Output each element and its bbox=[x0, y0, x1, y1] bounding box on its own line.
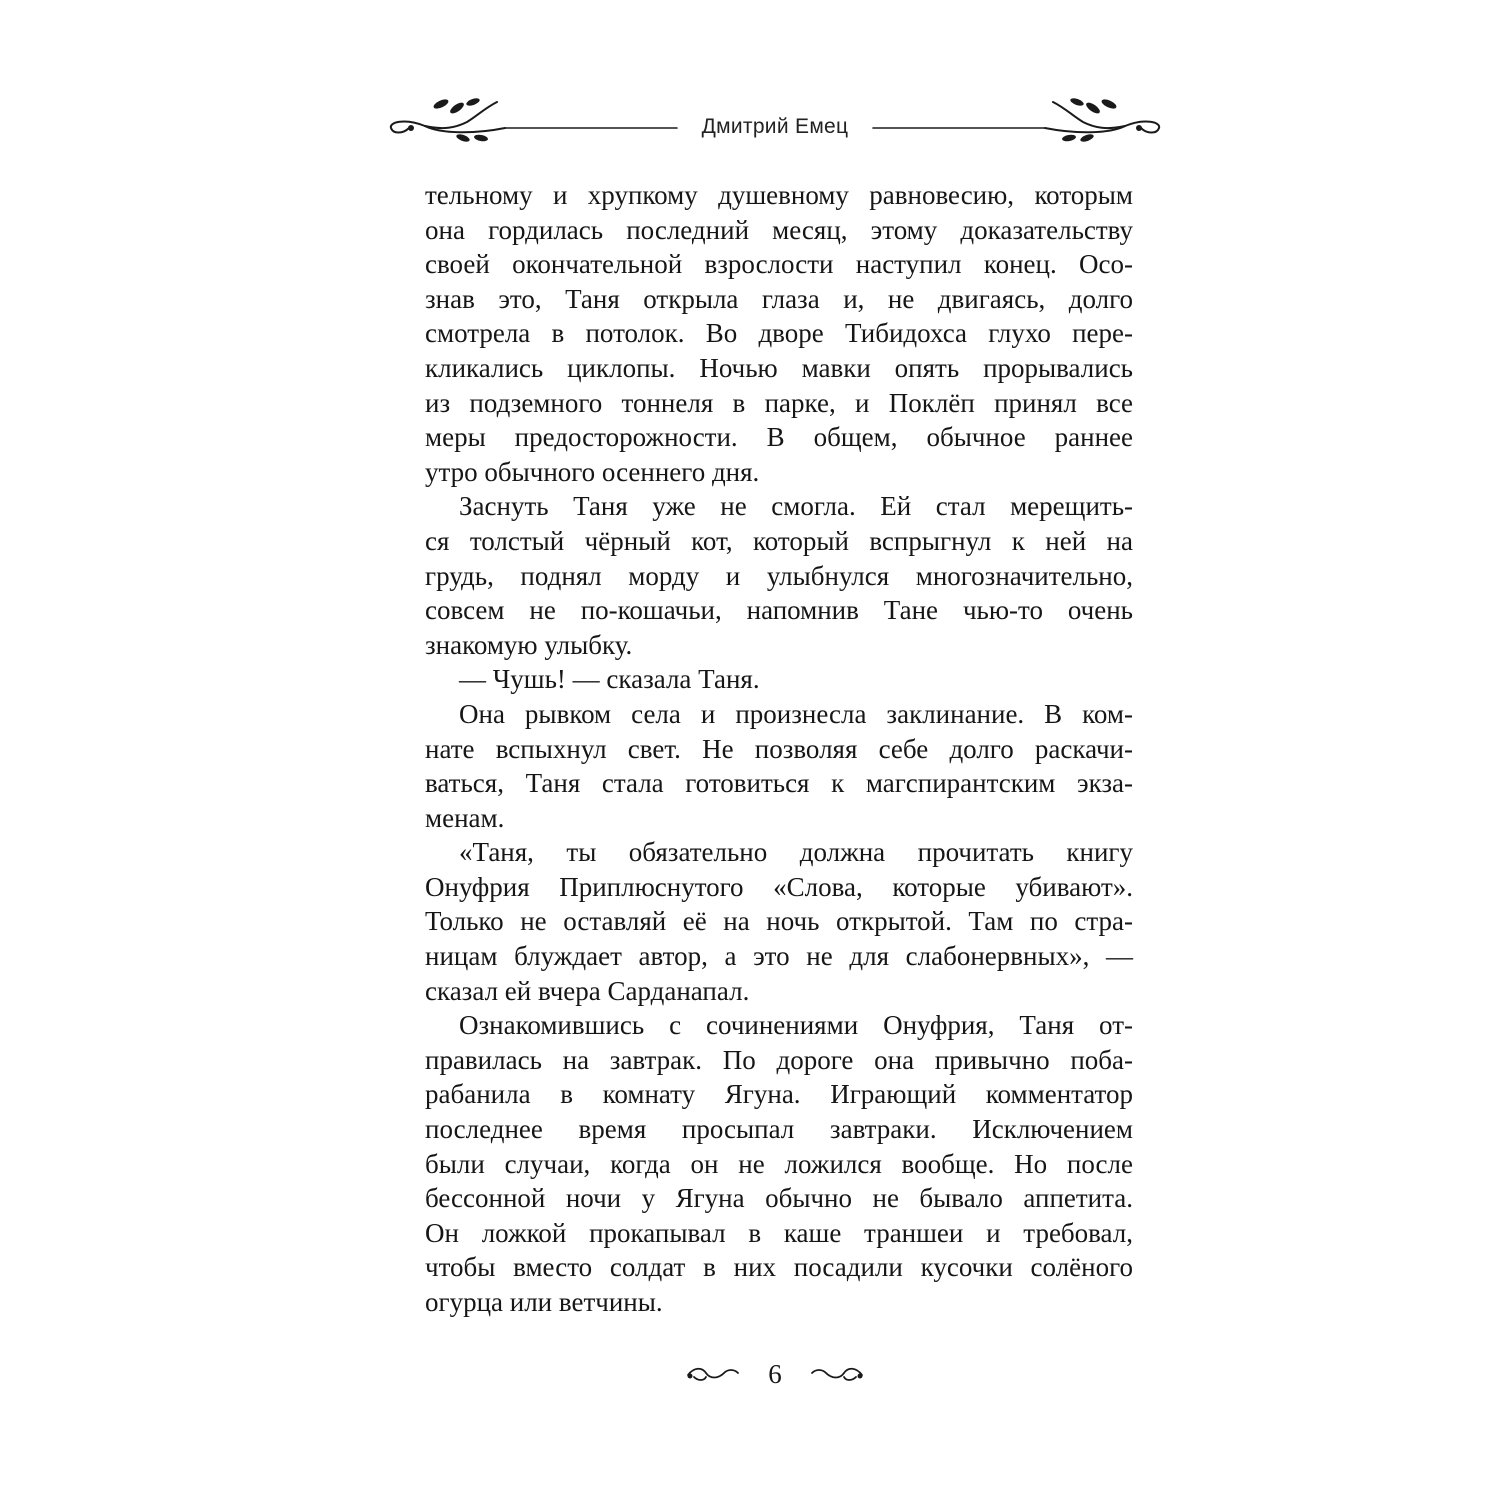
text-line: Ознакомившись с сочинениями Онуфрия, Таня от- bbox=[459, 1010, 1133, 1041]
text-line: тельному и хрупкому душевному равновесию, которым bbox=[425, 180, 1133, 210]
text-line: чтобы вместо солдат в них посадили кусочки солёного bbox=[425, 1252, 1133, 1283]
text-line: знав это, Таня открыла глаза и, не двигаясь, долго bbox=[425, 283, 1133, 314]
text-line: «Таня, ты обязательно должна прочитать книгу bbox=[459, 837, 1133, 868]
text-line: совсем не по-кошачьи, напомнив Тане чью-то очень bbox=[425, 595, 1133, 626]
page-number: 6 bbox=[768, 1359, 782, 1389]
text-line: меры предосторожности. В общем, обычное раннее bbox=[425, 422, 1133, 453]
running-head-author bbox=[385, 114, 1165, 140]
text-line: бессонной ночи у Ягуна обычно не бывало аппетита. bbox=[425, 1183, 1133, 1214]
paragraph bbox=[425, 489, 1133, 662]
text-line: огурца или ветчины. bbox=[425, 1287, 663, 1317]
text-line: Онуфрия Приплюснутого «Слова, которые убивают». bbox=[425, 871, 1133, 902]
text-line: Он ложкой прокапывал в каше траншеи и требовал, bbox=[425, 1217, 1133, 1248]
paragraph bbox=[425, 178, 1133, 489]
page-body bbox=[425, 178, 1133, 1320]
text-line: менам. bbox=[425, 802, 505, 833]
text-line: нате вспыхнул свет. Не позволяя себе долго раскачи- bbox=[425, 733, 1133, 764]
text-line: правилась на завтрак. По дороге она привычно поба- bbox=[425, 1044, 1133, 1075]
text-line: кликались циклопы. Ночью мавки опять прорывались bbox=[425, 352, 1133, 383]
paragraph bbox=[425, 697, 1133, 835]
text-line: ваться, Таня стала готовиться к магспирантским экза- bbox=[425, 768, 1133, 799]
text-line: последнее время просыпал завтраки. Исключением bbox=[425, 1114, 1133, 1145]
text-line: — Чушь! — сказала Таня. bbox=[459, 664, 760, 695]
text-line: Заснуть Таня уже не смогла. Ей стал мерещить- bbox=[459, 491, 1133, 522]
paragraph bbox=[425, 662, 1133, 697]
text-line: знакомую улыбку. bbox=[425, 629, 633, 660]
text-line: Только не оставляй её на ночь открытой. Там по стра- bbox=[425, 906, 1133, 937]
text-line: ницам блуждает автор, а это не для слабонервных», — bbox=[425, 941, 1133, 972]
text-line: были случаи, когда он не ложился вообще. Но после bbox=[425, 1148, 1133, 1179]
text-line: своей окончательной взрослости наступил конец. Осо- bbox=[425, 249, 1133, 280]
text-line: она гордилась последний месяц, этому доказательству bbox=[425, 214, 1133, 245]
author-name: Дмитрий Емец bbox=[692, 115, 859, 138]
text-line: рабанила в комнату Ягуна. Играющий комментатор bbox=[425, 1079, 1133, 1110]
text-line: Она рывком села и произнесла заклинание. В ком- bbox=[459, 698, 1133, 729]
paragraph bbox=[425, 1008, 1133, 1319]
text-line: смотрела в потолок. Во дворе Тибидохса глухо пере- bbox=[425, 318, 1133, 349]
text-line: грудь, поднял морду и улыбнулся многозначительно, bbox=[425, 560, 1133, 591]
page-footer bbox=[680, 1355, 870, 1395]
text-line: из подземного тоннеля в парке, и Поклёп принял все bbox=[425, 387, 1133, 418]
paragraph bbox=[425, 835, 1133, 1008]
text-line: утро обычного осеннего дня. bbox=[425, 456, 760, 487]
running-header bbox=[385, 88, 1165, 164]
text-line: сказал ей вчера Сарданапал. bbox=[425, 975, 750, 1006]
text-line: ся толстый чёрный кот, который вспрыгнул к ней на bbox=[425, 525, 1133, 556]
